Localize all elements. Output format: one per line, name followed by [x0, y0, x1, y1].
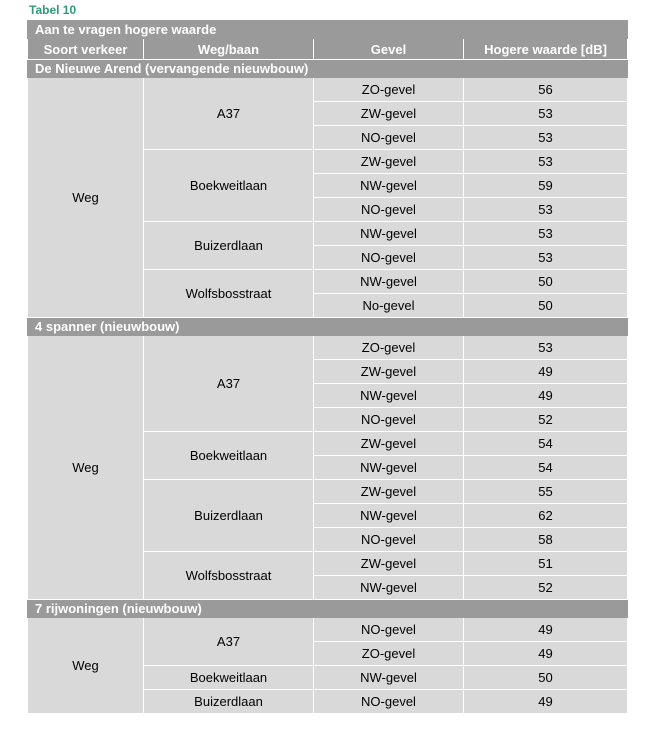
value-cell: 54 — [464, 432, 628, 456]
value-cell: 52 — [464, 408, 628, 432]
header-hogere-waarde: Hogere waarde [dB] — [464, 39, 628, 60]
facade-cell: No-gevel — [314, 294, 464, 318]
value-cell: 53 — [464, 246, 628, 270]
section-row — [28, 600, 628, 618]
facade-cell: ZW-gevel — [314, 150, 464, 174]
road-cell: Boekweitlaan — [144, 150, 314, 222]
table-caption: Tabel 10 — [29, 3, 77, 17]
facade-cell: NW-gevel — [314, 576, 464, 600]
section-title: De Nieuwe Arend (vervangende nieuwbouw) — [28, 60, 628, 78]
value-cell: 53 — [464, 102, 628, 126]
facade-cell: NO-gevel — [314, 690, 464, 714]
noise-values-table — [27, 20, 628, 714]
value-cell: 49 — [464, 618, 628, 642]
facade-cell: NO-gevel — [314, 618, 464, 642]
value-cell: 58 — [464, 528, 628, 552]
section-title: 4 spanner (nieuwbouw) — [28, 318, 628, 336]
value-cell: 49 — [464, 384, 628, 408]
value-cell: 49 — [464, 360, 628, 384]
facade-cell: ZO-gevel — [314, 642, 464, 666]
value-cell: 56 — [464, 78, 628, 102]
value-cell: 53 — [464, 150, 628, 174]
header-gevel: Gevel — [314, 39, 464, 60]
table-header-row — [28, 39, 628, 60]
value-cell: 50 — [464, 294, 628, 318]
section-row — [28, 318, 628, 336]
road-cell: A37 — [144, 618, 314, 666]
road-cell: Boekweitlaan — [144, 666, 314, 690]
facade-cell: NW-gevel — [314, 270, 464, 294]
value-cell: 53 — [464, 336, 628, 360]
facade-cell: NW-gevel — [314, 504, 464, 528]
table-body — [28, 60, 628, 714]
table-title-row — [28, 21, 628, 39]
facade-cell: ZO-gevel — [314, 336, 464, 360]
value-cell: 51 — [464, 552, 628, 576]
facade-cell: NW-gevel — [314, 666, 464, 690]
road-cell: Buizerdlaan — [144, 690, 314, 714]
value-cell: 53 — [464, 198, 628, 222]
facade-cell: NO-gevel — [314, 198, 464, 222]
facade-cell: ZW-gevel — [314, 102, 464, 126]
facade-cell: NO-gevel — [314, 528, 464, 552]
road-cell: Wolfsbosstraat — [144, 270, 314, 318]
facade-cell: NW-gevel — [314, 384, 464, 408]
value-cell: 53 — [464, 126, 628, 150]
header-soort-verkeer: Soort verkeer — [28, 39, 144, 60]
facade-cell: ZW-gevel — [314, 480, 464, 504]
traffic-type-cell: Weg — [28, 618, 144, 714]
value-cell: 50 — [464, 270, 628, 294]
facade-cell: NW-gevel — [314, 222, 464, 246]
facade-cell: ZW-gevel — [314, 552, 464, 576]
value-cell: 59 — [464, 174, 628, 198]
value-cell: 55 — [464, 480, 628, 504]
value-cell: 54 — [464, 456, 628, 480]
table-row — [28, 336, 628, 360]
road-cell: Buizerdlaan — [144, 480, 314, 552]
value-cell: 62 — [464, 504, 628, 528]
value-cell: 53 — [464, 222, 628, 246]
road-cell: Wolfsbosstraat — [144, 552, 314, 600]
facade-cell: NW-gevel — [314, 174, 464, 198]
facade-cell: ZW-gevel — [314, 432, 464, 456]
table-row — [28, 618, 628, 642]
traffic-type-cell: Weg — [28, 336, 144, 600]
facade-cell: NW-gevel — [314, 456, 464, 480]
header-weg-baan: Weg/baan — [144, 39, 314, 60]
road-cell: Boekweitlaan — [144, 432, 314, 480]
table-title: Aan te vragen hogere waarde — [28, 21, 628, 39]
facade-cell: ZO-gevel — [314, 78, 464, 102]
value-cell: 50 — [464, 666, 628, 690]
road-cell: Buizerdlaan — [144, 222, 314, 270]
section-title: 7 rijwoningen (nieuwbouw) — [28, 600, 628, 618]
road-cell: A37 — [144, 78, 314, 150]
facade-cell: NO-gevel — [314, 126, 464, 150]
facade-cell: NO-gevel — [314, 408, 464, 432]
value-cell: 52 — [464, 576, 628, 600]
facade-cell: ZW-gevel — [314, 360, 464, 384]
traffic-type-cell: Weg — [28, 78, 144, 318]
value-cell: 49 — [464, 690, 628, 714]
table-row — [28, 78, 628, 102]
value-cell: 49 — [464, 642, 628, 666]
facade-cell: NO-gevel — [314, 246, 464, 270]
section-row — [28, 60, 628, 78]
road-cell: A37 — [144, 336, 314, 432]
